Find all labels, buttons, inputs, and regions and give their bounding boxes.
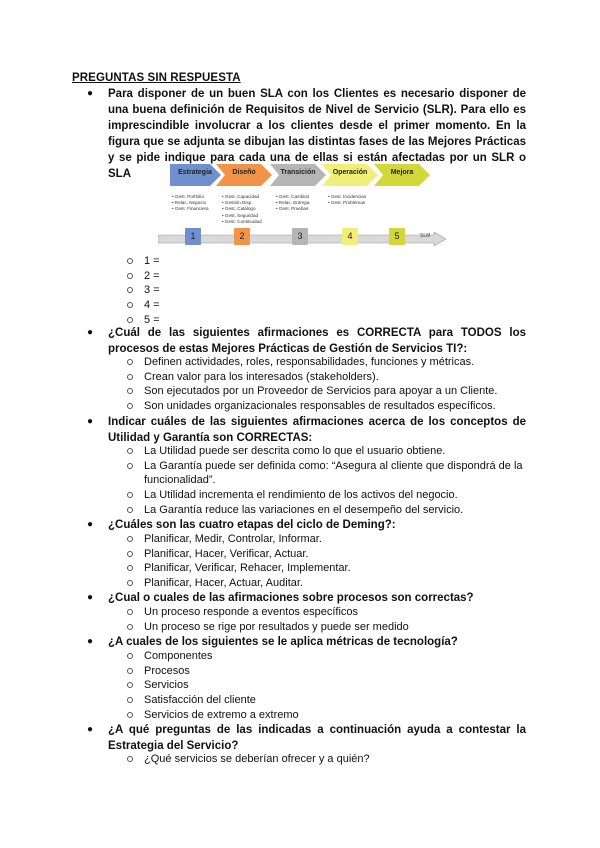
option-item[interactable]: Componentes <box>144 649 529 664</box>
option-item[interactable]: Son unidades organizacionales responsables de resultados específicos. <box>144 399 529 414</box>
question-5-options <box>144 605 529 634</box>
question-2: ● ¿Cuál de las siguientes afirmaciones es CORRECTA para TODOS los procesos de estas Mejores Prácticas de Gestión de Servicios TI?: <box>87 327 526 355</box>
question-3-options <box>144 444 529 518</box>
option-item[interactable]: Definen actividades, roles, responsabilidades, funciones y métricas. <box>144 355 529 370</box>
bullet-icon: ● <box>87 416 94 427</box>
question-4-options <box>144 532 529 591</box>
phase-transicion: Transición <box>270 164 326 186</box>
option-item[interactable]: Planificar, Hacer, Verificar, Actuar. <box>144 547 529 562</box>
question-text: Para disponer de un buen SLA con los Clientes es necesario disponer de una buena definición de Requisitos de Nivel de Servicio (SLR). Para ello es imprescindible involucrar a los clientes desde el primer momento. En la figura que se adjunta se dibujan las distintas fases de las Mejores Prácticas y se pide indique para cada una de ellas si están afectadas por un SLR o SLA <box>108 88 526 180</box>
question-5: ● ¿Cual o cuales de las afirmaciones sobre procesos son correctas? <box>87 592 474 604</box>
option-item[interactable]: ¿Qué servicios se deberían ofrecer y a quién? <box>144 752 529 767</box>
bullet-icon: ● <box>87 519 94 530</box>
phase-estrategia: Estrategia <box>170 164 220 186</box>
option-item[interactable]: Planificar, Verificar, Rehacer, Implementar. <box>144 561 529 576</box>
timeline-label: SLM <box>420 233 431 239</box>
option-item[interactable]: Un proceso responde a eventos específicos <box>144 605 529 620</box>
answer-line[interactable]: 4 = <box>144 298 529 313</box>
phase-number-4: 4 <box>342 228 358 245</box>
question-6-options <box>144 649 529 723</box>
phase-number-2: 2 <box>234 228 250 245</box>
option-item[interactable]: Son ejecutados por un Proveedor de Servicios para apoyar a un Cliente. <box>144 384 529 399</box>
question-3: ● Indicar cuáles de las siguientes afirmaciones acerca de los conceptos de Utilidad y Garantía son CORRECTAS: <box>87 416 526 444</box>
phase-diseno: Diseño <box>216 164 272 186</box>
question-7: ● ¿A qué preguntas de las indicadas a continuación ayuda a contestar la Estrategia del Servicio? <box>87 724 526 752</box>
phase-mejora: Mejora <box>374 164 430 186</box>
section-heading: PREGUNTAS SIN RESPUESTA <box>72 72 241 84</box>
option-item[interactable]: Procesos <box>144 664 529 679</box>
phase-number-3: 3 <box>292 228 308 245</box>
question-4: ● ¿Cuáles son las cuatro etapas del ciclo de Deming?: <box>87 519 396 531</box>
answer-line[interactable]: 1 = <box>144 254 529 269</box>
itil-phases-diagram <box>158 164 448 249</box>
answer-line[interactable]: 3 = <box>144 283 529 298</box>
bullet-icon: ● <box>87 88 94 99</box>
phase-items-transicion: • Gest. Cambios • Relac. Entrega • Gest. Pruebas <box>276 194 309 213</box>
answer-line[interactable]: 5 = <box>144 313 529 328</box>
option-item[interactable]: Servicios de extremo a extremo <box>144 708 529 723</box>
option-item[interactable]: Servicios <box>144 678 529 693</box>
option-item[interactable]: La Garantía reduce las variaciones en el desempeño del servicio. <box>144 503 529 518</box>
option-item[interactable]: La Garantía puede ser definida como: “Asegura al cliente que dispondrá de la funcionalidad”. <box>144 459 529 488</box>
bullet-icon: ● <box>87 327 94 338</box>
question-7-options <box>144 752 529 767</box>
question-6: ● ¿A cuales de los siguientes se le aplica métricas de tecnología? <box>87 636 458 648</box>
bullet-icon: ● <box>87 636 94 647</box>
phase-number-1: 1 <box>185 228 201 245</box>
phase-items-diseno: • Gest. Capacidad • Gestión Disp. • Gest. Catálogo • Gest. Seguridad • Gest. Continuidad <box>222 194 262 225</box>
option-item[interactable]: Planificar, Medir, Controlar, Informar. <box>144 532 529 547</box>
option-item[interactable]: La Utilidad puede ser descrita como lo que el usuario obtiene. <box>144 444 529 459</box>
option-item[interactable]: La Utilidad incrementa el rendimiento de los activos del negocio. <box>144 488 529 503</box>
question-2-options <box>144 355 529 414</box>
phase-items-operacion: • Gest. Incidencias • Gest. Problemas <box>328 194 366 206</box>
option-item[interactable]: Crean valor para los interesados (stakeholders). <box>144 370 529 385</box>
answer-line[interactable]: 2 = <box>144 269 529 284</box>
phase-items-estrategia: • Gest. Portfolio • Relac. Negocio • Gest. Financiera <box>172 194 209 213</box>
bullet-icon: ● <box>87 592 94 603</box>
phase-number-5: 5 <box>389 228 405 245</box>
option-item[interactable]: Un proceso se rige por resultados y puede ser medido <box>144 620 529 635</box>
question-1-options <box>144 254 529 328</box>
phase-operacion: Operación <box>322 164 378 186</box>
option-item[interactable]: Planificar, Hacer, Actuar, Auditar. <box>144 576 529 591</box>
option-item[interactable]: Satisfacción del cliente <box>144 693 529 708</box>
bullet-icon: ● <box>87 724 94 735</box>
